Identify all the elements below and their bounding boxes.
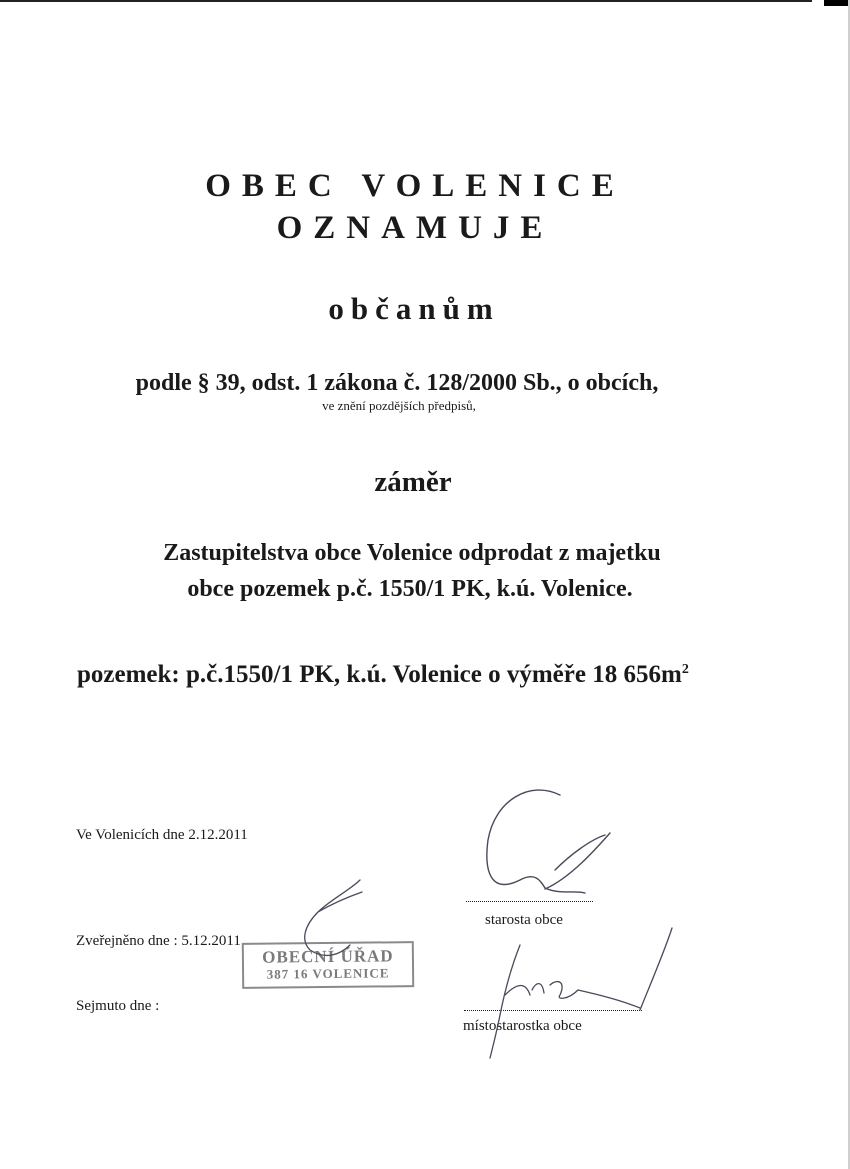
body-line-2: obce pozemek p.č. 1550/1 PK, k.ú. Volenice. — [187, 576, 633, 602]
scan-top-edge — [0, 0, 812, 2]
published-date: Zveřejněno dne : 5.12.2011 — [76, 933, 241, 949]
announcement-title: OZNAMUJE — [276, 210, 554, 246]
parcel-details — [77, 661, 689, 689]
recipient-heading: občanům — [328, 291, 500, 326]
scan-corner-mark — [824, 0, 850, 6]
office-stamp — [242, 941, 414, 989]
mayor-role-label: starosta obce — [485, 912, 563, 928]
stamp-line-2: 387 16 VOLENICE — [266, 965, 390, 982]
parcel-unit-power: 2 — [681, 662, 689, 677]
deputy-role-label: místostarostka obce — [463, 1018, 582, 1034]
issue-date: Ve Volenicích dne 2.12.2011 — [76, 827, 248, 843]
legal-basis: podle § 39, odst. 1 zákona č. 128/2000 Sb., o obcích, — [135, 370, 659, 396]
removed-date: Sejmuto dne : — [76, 998, 160, 1014]
mayor-signature-line — [466, 901, 593, 902]
deputy-signature — [490, 928, 672, 1058]
mayor-signature — [487, 790, 610, 893]
body-line-1: Zastupitelstva obce Volenice odprodat z majetku — [163, 540, 661, 566]
subject-heading: záměr — [374, 466, 452, 498]
parcel-text: pozemek: p.č.1550/1 PK, k.ú. Volenice o výměře 18 656m — [77, 661, 682, 688]
legal-basis-note: ve znění pozdějších předpisů, — [322, 398, 476, 413]
stamp-line-1: OBECNÍ ÚŘAD — [262, 946, 394, 967]
municipality-title: OBEC VOLENICE — [205, 168, 625, 204]
deputy-signature-line — [464, 1010, 642, 1011]
